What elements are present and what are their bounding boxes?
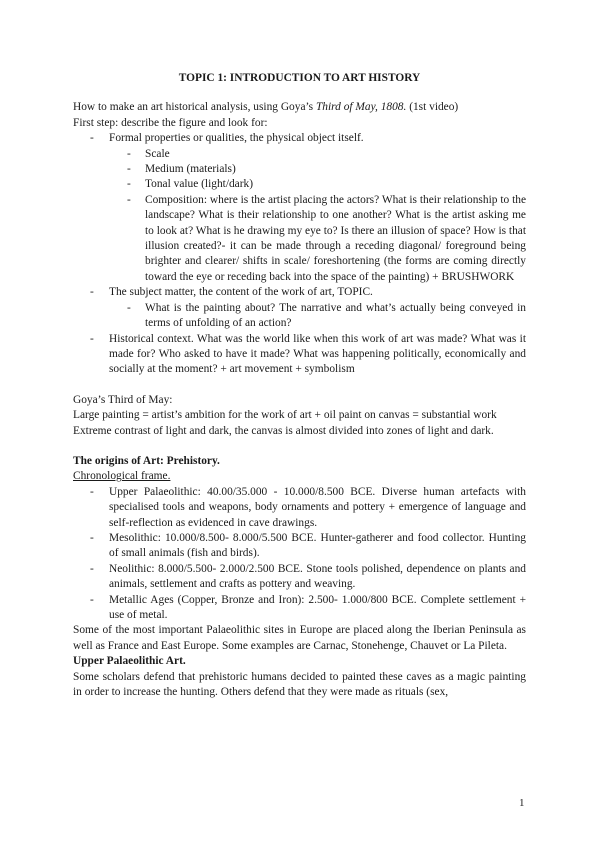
goya-line-2: Extreme contrast of light and dark, the canvas is almost divided into zones of light and dark. (73, 424, 494, 437)
spacer (73, 439, 526, 454)
list-item: - Composition: where is the artist placing the actors? What is their relationship to the landscape? What is their relationship to one another? What is the artist asking me to look at? What is he drawing my eye to? Is there an illusion of space? How is that illusion created?- it can be made through a receding diagonal/ foreground being brighter and clearer/ shifts in scale/ foreshortening (the forms are coming directly toward the eye or receding back into the space of the painting) + BRUSHWORK (73, 193, 526, 285)
section-subheading-chronology: Chronological frame. (73, 470, 171, 483)
list-item: - What is the painting about? The narrative and what’s actually being conveyed in terms of unfolding of an action? (73, 301, 526, 332)
list-item: - Historical context. What was the world like when this work of art was made? What was it made for? Who asked to have it made? What was happening politically, economically and socially at the moment? + art movement + symbolism (73, 332, 526, 378)
upper-palaeolithic-paragraph: Some scholars defend that prehistoric humans decided to painted these caves as a magic painting in order to increase the hunting. Others defend that they were made as rituals (sex, (73, 670, 526, 699)
list-item: - Metallic Ages (Copper, Bronze and Iron): 2.500- 1.000/800 BCE. Complete settlement + use of metal. (73, 593, 526, 624)
goya-line-1: Large painting = artist’s ambition for the work of art + oil paint on canvas = substantial work (73, 409, 497, 422)
sites-paragraph: Some of the most important Palaeolithic sites in Europe are placed along the Iberian Peninsula as well as France and East Europe. Some examples are Carnac, Stonehenge, Chauvet or La Pileta. (73, 624, 526, 652)
intro-text: How to make an art historical analysis, using Goya’s (73, 101, 316, 114)
intro-line-1 (73, 100, 526, 115)
formal-properties-sublist (73, 147, 526, 286)
list-item: - Medium (materials) (73, 162, 526, 177)
list-item-text: The subject matter, the content of the work of art, TOPIC. (109, 286, 373, 299)
list-item (73, 131, 526, 285)
list-item: - Neolithic: 8.000/5.500- 2.000/2.500 BCE. Stone tools polished, dependence on plants and animals, settlement and crafts as pottery and weaving. (73, 562, 526, 593)
artwork-title: Third of May, 1808. (315, 101, 407, 114)
analysis-steps-list (73, 131, 526, 378)
list-item: - Upper Palaeolithic: 40.00/35.000 - 10.000/8.500 BCE. Diverse human artefacts with specialised tools and weapons, body ornaments and pottery + emergence of language and self-reflection as evidenced in cave drawings. (73, 485, 526, 531)
intro-video-note: (1st video) (406, 101, 459, 114)
section-heading-upper-palaeolithic: Upper Palaeolithic Art. (73, 655, 186, 668)
list-item-text: Formal properties or qualities, the physical object itself. (109, 132, 364, 145)
chronology-list (73, 485, 526, 624)
goya-heading: Goya’s Third of May: (73, 393, 173, 406)
list-item (73, 285, 526, 331)
list-item: - Scale (73, 147, 526, 162)
list-item: - Mesolithic: 10.000/8.500- 8.000/5.500 BCE. Hunter-gatherer and food collector. Hunting of small animals (fish and birds). (73, 531, 526, 562)
list-item: - Tonal value (light/dark) (73, 177, 526, 192)
section-heading-origins: The origins of Art: Prehistory. (73, 454, 220, 467)
spacer (73, 378, 526, 393)
subject-matter-sublist (73, 301, 526, 332)
page-title: TOPIC 1: INTRODUCTION TO ART HISTORY (178, 72, 421, 84)
page-number: 1 (519, 797, 525, 809)
intro-line-2: First step: describe the figure and look for: (73, 116, 268, 129)
document-body (73, 71, 526, 700)
